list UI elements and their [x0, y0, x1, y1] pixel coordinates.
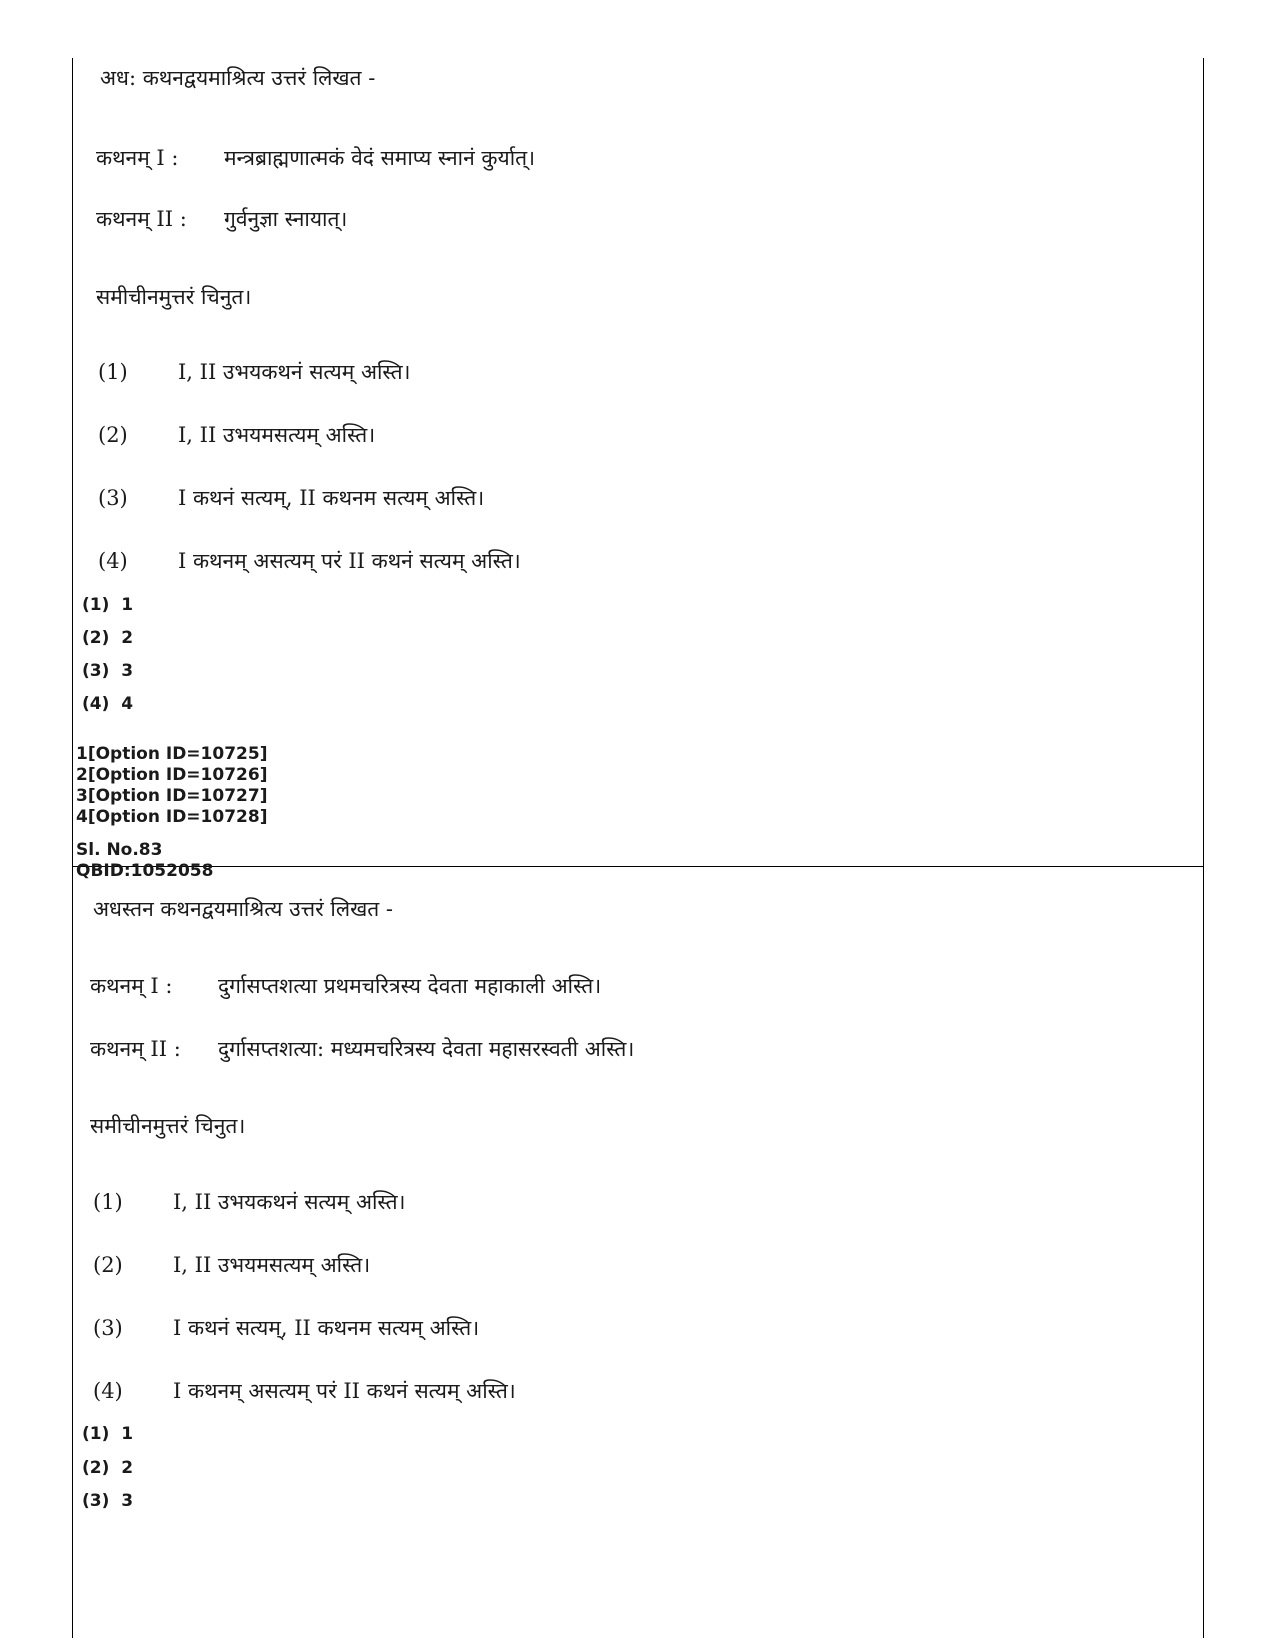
q82-answer-2[interactable]: (2) 2	[82, 628, 134, 648]
q82-choice-1	[98, 358, 411, 386]
statement-label: कथनम् I :	[96, 146, 179, 170]
q82-choice-3	[98, 484, 484, 512]
choice-text: I, II उभयमसत्यम् अस्ति।	[173, 1253, 371, 1277]
right-border	[1203, 58, 1204, 1638]
statement-text: दुर्गासप्तशत्या प्रथमचरित्रस्य देवता महाकाली अस्ति।	[218, 974, 602, 998]
choice-text: I, II उभयकथनं सत्यम् अस्ति।	[178, 360, 411, 384]
choice-text: I कथनं सत्यम्, II कथनम सत्यम् अस्ति।	[178, 486, 485, 510]
q82-choice-2	[98, 421, 375, 449]
option-id: 4[Option ID=10728]	[76, 807, 268, 827]
option-id: 2[Option ID=10726]	[76, 765, 268, 785]
choice-number: (3)	[93, 1316, 123, 1340]
choice-number: (4)	[93, 1379, 123, 1403]
q82-option-ids	[76, 744, 267, 828]
q83-choice-2	[93, 1251, 370, 1279]
choice-number: (2)	[98, 423, 128, 447]
choice-text: I, II उभयमसत्यम् अस्ति।	[178, 423, 376, 447]
choice-number: (1)	[93, 1190, 123, 1214]
q83-statement-1	[90, 972, 601, 1000]
q83-answer-3[interactable]: (3) 3	[82, 1491, 134, 1511]
choice-number: (4)	[98, 549, 128, 573]
q82-answer-3[interactable]: (3) 3	[82, 661, 134, 681]
statement-text: मन्त्रब्राह्मणात्मकं वेदं समाप्य स्नानं कुर्यात्।	[224, 146, 536, 170]
choice-text: I कथनं सत्यम्, II कथनम सत्यम् अस्ति।	[173, 1316, 480, 1340]
q83-prompt: समीचीनमुत्तरं चिनुत।	[90, 1114, 246, 1138]
statement-label: कथनम् I :	[90, 974, 173, 998]
q82-statement-2	[96, 205, 347, 233]
statement-text: गुर्वनुज्ञा स्नायात्।	[224, 207, 348, 231]
q83-statement-2	[90, 1035, 634, 1063]
q83-answer-1[interactable]: (1) 1	[82, 1424, 134, 1444]
choice-number: (3)	[98, 486, 128, 510]
choice-text: I, II उभयकथनं सत्यम् अस्ति।	[173, 1190, 406, 1214]
q82-answer-4[interactable]: (4) 4	[82, 694, 134, 714]
q83-choice-3	[93, 1314, 479, 1342]
q82-choice-4	[98, 547, 521, 575]
q83-answer-2[interactable]: (2) 2	[82, 1458, 134, 1478]
q83-instruction: अधस्तन कथनद्वयमाश्रित्य उत्तरं लिखत -	[93, 897, 394, 921]
q83-choice-1	[93, 1188, 406, 1216]
q83-choice-4	[93, 1377, 516, 1405]
q83-header	[76, 840, 213, 882]
q82-prompt: समीचीनमुत्तरं चिनुत।	[96, 285, 252, 309]
choice-number: (2)	[93, 1253, 123, 1277]
question-divider	[72, 866, 1204, 867]
sl-no: Sl. No.83	[76, 840, 163, 860]
q82-instruction: अध: कथनद्वयमाश्रित्य उत्तरं लिखत -	[100, 66, 376, 90]
q82-answer-1[interactable]: (1) 1	[82, 595, 134, 615]
statement-label: कथनम् II :	[96, 207, 187, 231]
option-id: 1[Option ID=10725]	[76, 744, 268, 764]
statement-text: दुर्गासप्तशत्या: मध्यमचरित्रस्य देवता महासरस्वती अस्ति।	[218, 1037, 635, 1061]
choice-text: I कथनम् असत्यम् परं II कथनं सत्यम् अस्ति।	[173, 1379, 516, 1403]
statement-label: कथनम् II :	[90, 1037, 181, 1061]
qbid: QBID:1052058	[76, 861, 214, 881]
left-border	[72, 58, 73, 1638]
option-id: 3[Option ID=10727]	[76, 786, 268, 806]
q82-statement-1	[96, 144, 535, 172]
choice-number: (1)	[98, 360, 128, 384]
choice-text: I कथनम् असत्यम् परं II कथनं सत्यम् अस्ति।	[178, 549, 521, 573]
